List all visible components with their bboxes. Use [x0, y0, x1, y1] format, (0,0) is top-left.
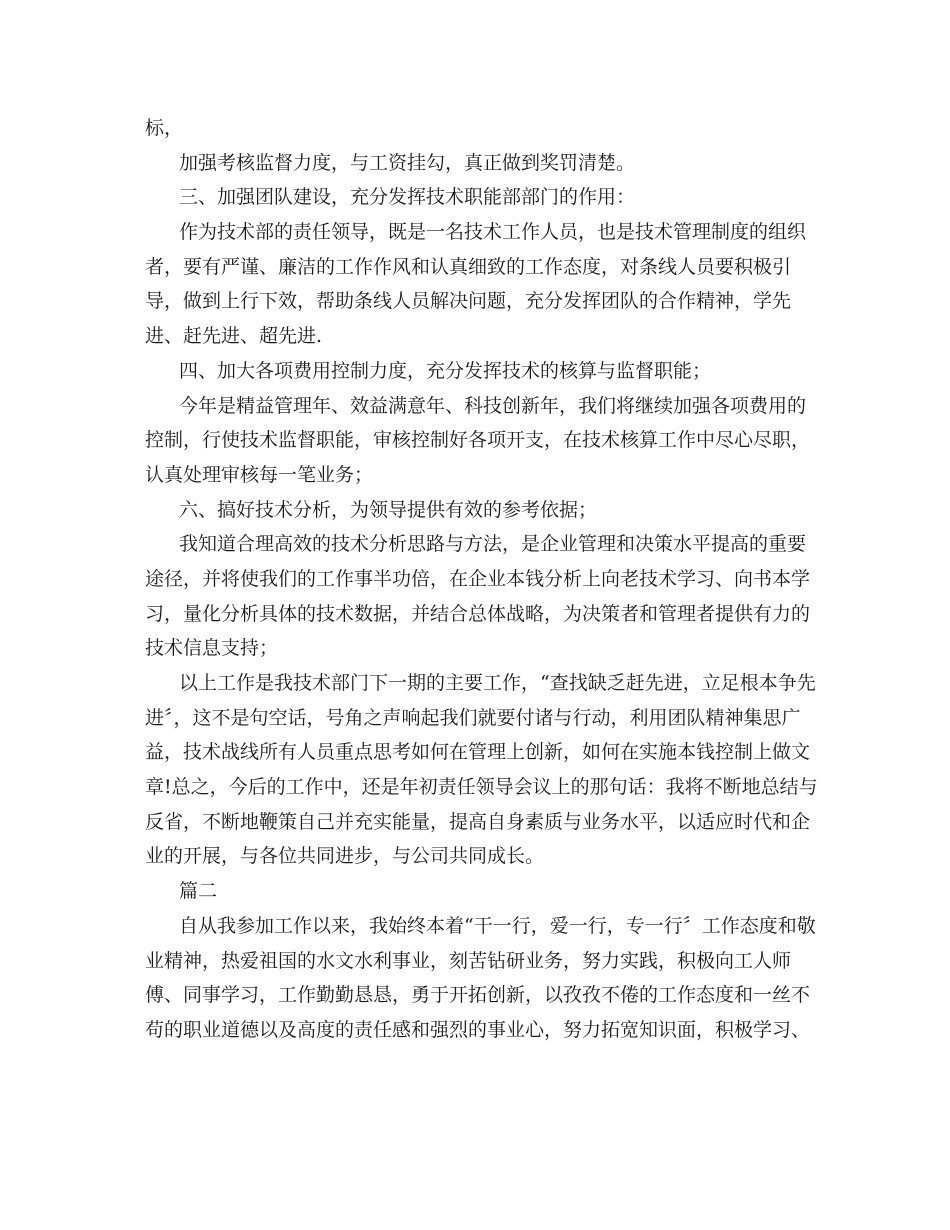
text-line: 控制，行使技术监督职能，审核控制好各项开支，在技术核算工作中尽心尽职， [145, 429, 811, 452]
text-line: 途径，并将使我们的工作事半功倍，在企业本钱分析上向老技术学习、向书本学 [145, 567, 811, 590]
text-line: 作为技术部的责任领导，既是一名技术工作人员，也是技术管理制度的组织 [179, 221, 807, 244]
section-heading: 三、加强团队建设，充分发挥技术职能部部门的作用： [179, 186, 636, 209]
text-line: 业精神，热爱祖国的水文水利事业，刻苦钻研业务，努力实践，积极向工人师 [145, 949, 792, 972]
text-line: 习，量化分析具体的技术数据，并结合总体战略，为决策者和管理者提供有力的 [145, 602, 811, 625]
document-body [145, 111, 818, 1048]
text-line: 技术信息支持； [145, 637, 279, 660]
text-line: 反省，不断地鞭策自己并充实能量，提高自身素质与业务水平，以适应时代和企 [145, 810, 811, 833]
text-line: 傅、同事学习，工作勤勤恳恳，勇于开拓创新，以孜孜不倦的工作态度和一丝不 [145, 984, 811, 1007]
text-line: 以上工作是我技术部门下一期的主要工作，“查找缺乏赶先进，立足根本争先 [179, 672, 816, 694]
text-line: 章!总之，今后的工作中，还是年初责任领导会议上的那句话：我将不断地总结与 [145, 776, 818, 799]
section-heading: 六、搞好技术分析，为领导提供有效的参考依据； [179, 498, 598, 521]
text-line: 苟的职业道德以及高度的责任感和强烈的事业心，努力拓宽知识面，积极学习、 [145, 1018, 811, 1041]
text-line: 者，要有严谨、廉洁的工作作风和认真细致的工作态度，对条线人员要积极引 [145, 255, 792, 278]
text-line: 业的开展，与各位共同进步，与公司共同成长。 [145, 845, 545, 868]
text-line: 自从我参加工作以来，我始终本着“干一行，爱一行，专一行〞工作态度和敬 [179, 914, 816, 937]
section-heading: 篇二 [179, 880, 218, 903]
text-line: 进、赶先进、超先进. [145, 325, 323, 348]
text-line: 导，做到上行下效，帮助条线人员解决问题，充分发挥团队的合作精神，学先 [145, 290, 792, 313]
text-line: 我知道合理高效的技术分析思路与方法，是企业管理和决策水平提高的重要 [179, 533, 807, 556]
text-line: 标， [145, 117, 184, 139]
text-line: 益，技术战线所有人员重点思考如何在管理上创新，如何在实施本钱控制上做文 [145, 741, 811, 764]
section-heading: 四、加大各项费用控制力度，充分发挥技术的核算与监督职能； [179, 359, 712, 382]
text-line: 今年是精益管理年、效益满意年、科技创新年，我们将继续加强各项费用的 [179, 394, 807, 417]
text-line: 进〞，这不是句空话，号角之声响起我们就要付诸与行动，利用团队精神集思广 [145, 706, 801, 729]
text-line: 认真处理审核每一笔业务； [145, 463, 374, 486]
text-line: 加强考核监督力度，与工资挂勾，真正做到奖罚清楚。 [179, 151, 636, 174]
